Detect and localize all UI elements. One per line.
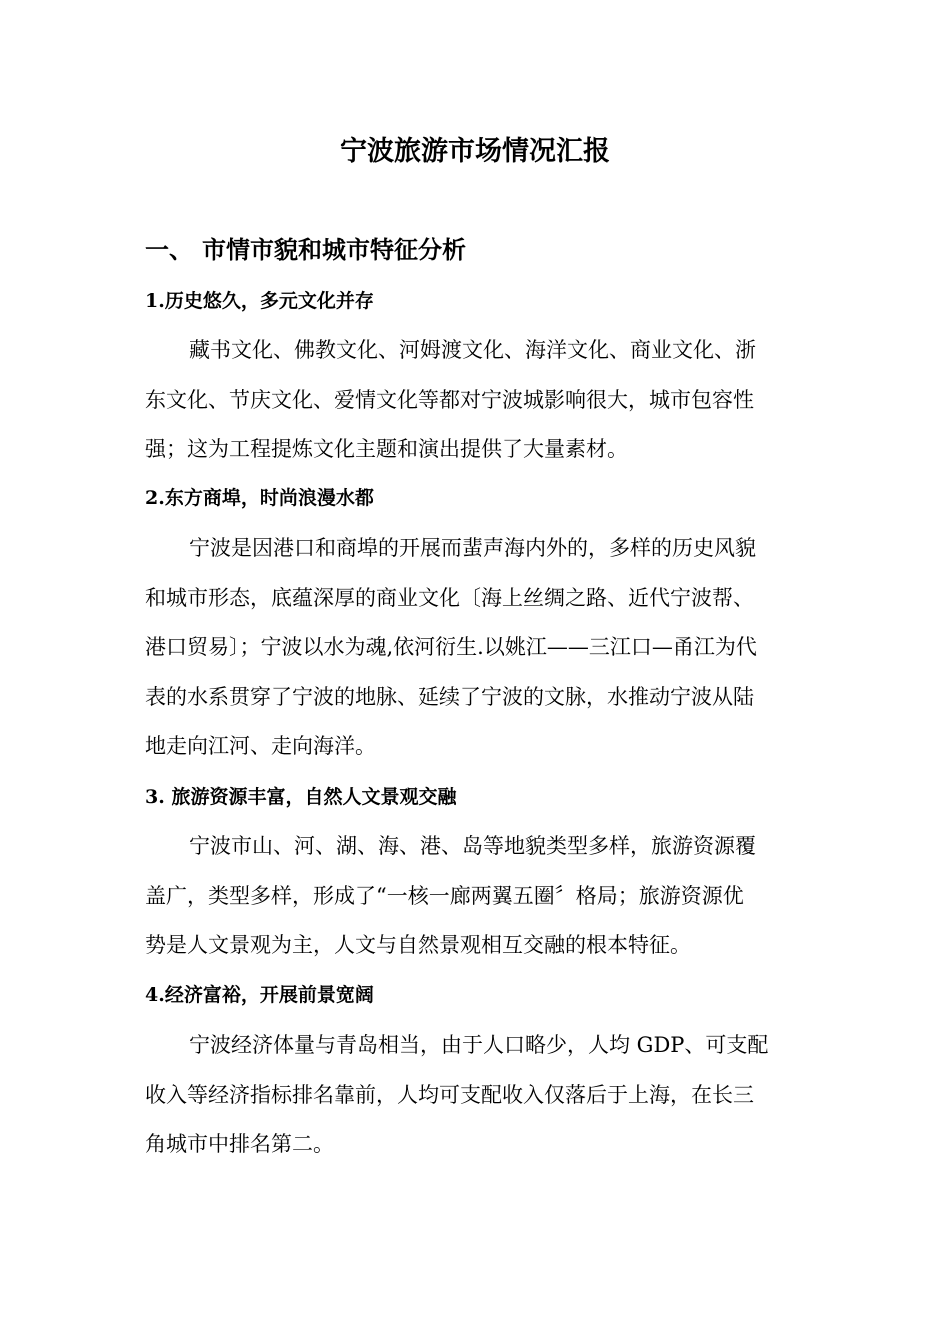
subsection-heading-2: 2.东方商埠，时尚浪漫水都	[145, 487, 374, 509]
paragraph-line: 港口贸易〕；宁波以水为魂,依河衍生.以姚江——三江口—甬江为代	[145, 635, 757, 659]
paragraph-line: 东文化、节庆文化、爱情文化等都对宁波城影响很大，城市包容性	[145, 387, 754, 412]
document-title: 宁波旅游市场情况汇报	[340, 136, 610, 167]
subsection-paragraph-1	[145, 326, 805, 475]
paragraph-line: 地走向江河、走向海洋。	[145, 734, 376, 758]
section-number: 一、	[145, 235, 193, 264]
section-title: 市情市貌和城市特征分析	[202, 235, 466, 264]
paragraph-line: 和城市形态，底蕴深厚的商业文化〔海上丝绸之路、近代宁波帮、	[145, 585, 754, 610]
subsection-paragraph-4	[145, 1021, 805, 1170]
paragraph-line: 藏书文化、佛教文化、河姆渡文化、海洋文化、商业文化、浙	[189, 338, 756, 362]
paragraph-line: 宁波是因港口和商埠的开展而蜚声海内外的，多样的历史风貌	[189, 536, 756, 560]
subsection-heading-4: 4.经济富裕，开展前景宽阔	[145, 984, 374, 1006]
subsection-paragraph-2	[145, 524, 805, 772]
paragraph-line: 收入等经济指标排名靠前，人均可支配收入仅落后于上海，在长三	[145, 1082, 754, 1107]
paragraph-line: 强；这为工程提炼文化主题和演出提供了大量素材。	[145, 437, 628, 461]
paragraph-line: 角城市中排名第二。	[145, 1132, 334, 1156]
paragraph-line: 盖广，类型多样，形成了“一核一廊两翼五圈〞格局；旅游资源优	[145, 883, 744, 908]
paragraph-line: 宁波市山、河、湖、海、港、岛等地貌类型多样，旅游资源覆	[189, 834, 756, 858]
section-heading	[145, 232, 466, 268]
paragraph-line: 宁波经济体量与青岛相当，由于人口略少，人均 GDP、可支配	[189, 1033, 769, 1057]
subsection-paragraph-3	[145, 822, 805, 971]
paragraph-line: 势是人文景观为主，人文与自然景观相互交融的根本特征。	[145, 933, 691, 957]
paragraph-line: 表的水系贯穿了宁波的地脉、延续了宁波的文脉，水推动宁波从陆	[145, 684, 754, 709]
subsection-heading-3: 3. 旅游资源丰富，自然人文景观交融	[145, 786, 457, 808]
subsection-heading-1: 1.历史悠久，多元文化并存	[145, 290, 374, 312]
